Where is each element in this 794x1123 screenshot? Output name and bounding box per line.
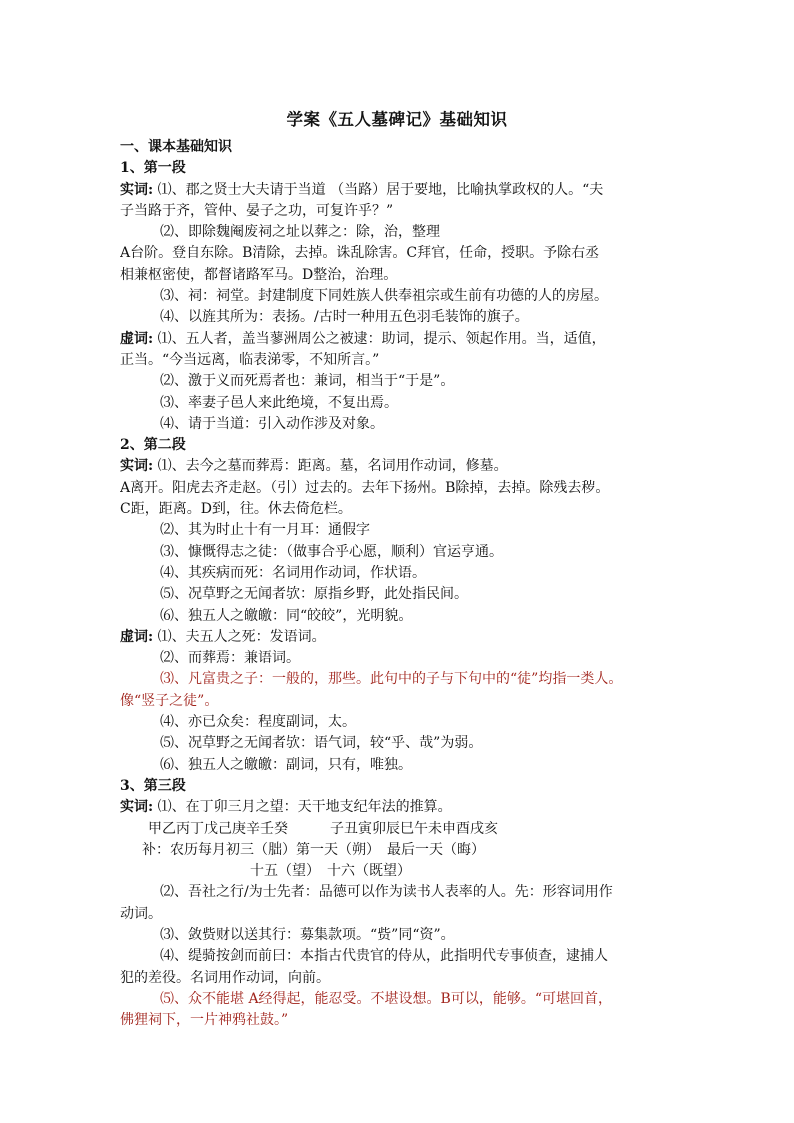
line-text: ⑷、缇骑按剑而前曰：本指古代贵官的侍从，此指明代专事侦查，逮捕人 — [160, 948, 608, 965]
line-text: ⑸、况草野之无闻者欤：原指乡野，此处指民间。 — [160, 586, 468, 603]
text-line — [120, 627, 680, 648]
text-line — [120, 393, 680, 414]
label-xuci: 虚词: — [120, 628, 154, 645]
line-text: ⑹、独五人之皦皦：同“皎皎”，光明貌。 — [160, 607, 413, 624]
line-text: ⑷、亦已众矣：程度副词，太。 — [160, 714, 356, 731]
text-line — [120, 819, 680, 840]
text-line — [120, 456, 680, 477]
text-line — [120, 1010, 680, 1031]
text-line — [120, 691, 680, 712]
text-line — [120, 925, 680, 946]
line-text: ⑴、在丁卯三月之望：天干地支纪年法的推算。 — [153, 799, 452, 816]
label-shici: 实词: — [120, 799, 154, 816]
section-heading — [120, 158, 680, 179]
line-text: ⑶、敛赀财以送其行：募集款项。“赀”同“资”。 — [160, 926, 455, 943]
text-line — [120, 350, 680, 371]
document-title: 学案《五人墓碑记》基础知识 — [286, 110, 508, 129]
line-text: ⑴、郡之贤士大夫请于当道 （当路）居于要地，比喻执掌政权的人。“夫 — [153, 181, 604, 198]
line-text: A离开。阳虎去齐走赵。（引）过去的。去年下扬州。B除掉，去掉。除残去秽。 — [120, 479, 610, 496]
line-text: ⑶、凡富贵之子：一般的，那些。此句中的子与下句中的“徒”均指一类人。 — [160, 671, 623, 688]
text-line — [120, 755, 680, 776]
text-line — [120, 414, 680, 435]
text-line — [120, 371, 680, 392]
line-text: ⑶、祠：祠堂。封建制度下同姓族人供奉祖宗或生前有功德的人的房屋。 — [160, 288, 608, 305]
line-text: 一、课本基础知识 — [120, 139, 232, 155]
text-line — [120, 861, 680, 882]
text-line — [120, 648, 680, 669]
section-heading — [120, 435, 680, 456]
text-line — [120, 520, 680, 541]
text-line — [120, 733, 680, 754]
line-text: ⑵、即除魏阉废祠之址以葬之：除，治，整理 — [160, 224, 440, 241]
text-line — [120, 201, 680, 222]
line-text: 佛狸祠下，一片神鸦社鼓。” — [120, 1012, 289, 1029]
line-text: ⑴、去今之墓而葬焉：距离。墓，名词用作动词，修墓。 — [153, 458, 508, 475]
line-text: 1、第一段 — [120, 160, 186, 177]
section-heading — [120, 776, 680, 797]
text-line — [120, 243, 680, 264]
text-line — [120, 499, 680, 520]
text-line — [120, 478, 680, 499]
text-line — [120, 265, 680, 286]
text-line — [120, 946, 680, 967]
line-text: ⑵、而葬焉：兼语词。 — [160, 650, 300, 667]
text-line — [120, 584, 680, 605]
line-text: 十五（望） 十六（既望） — [250, 863, 411, 880]
line-text: ⑷、其疾病而死：名词用作动词，作状语。 — [160, 564, 426, 581]
text-line — [120, 989, 680, 1010]
line-text: 补：农历每月初三（朏）第一天（朔） 最后一天（晦） — [142, 841, 485, 858]
line-text: ⑶、慷慨得志之徒：（做事合乎心愿，顺利）官运亨通。 — [160, 543, 503, 560]
line-text: 正当。“今当远离，临表涕零，不知所言。” — [120, 351, 380, 368]
text-line — [120, 712, 680, 733]
line-text: ⑵、激于义而死焉者也：兼词，相当于“于是”。 — [160, 373, 455, 390]
text-line — [120, 180, 680, 201]
line-text: ⑴、夫五人之死：发语词。 — [153, 628, 326, 645]
line-text: 动词。 — [120, 905, 162, 922]
line-text: 3、第三段 — [120, 777, 186, 794]
line-text: ⑵、吾社之行/为士先者：品德可以作为读书人表率的人。先：形容词用作 — [160, 884, 613, 901]
text-line — [120, 542, 680, 563]
text-line — [120, 222, 680, 243]
text-line — [120, 563, 680, 584]
line-text: ⑹、独五人之皦皦：副词，只有，唯独。 — [160, 756, 412, 773]
line-text: ⑷、请于当道：引入动作涉及对象。 — [160, 415, 384, 432]
text-line — [120, 882, 680, 903]
text-line — [120, 307, 680, 328]
text-line — [120, 669, 680, 690]
text-line — [120, 904, 680, 925]
line-text: ⑵、其为时止十有一月耳：通假字 — [160, 522, 370, 539]
line-text: 子当路于齐，管仲、晏子之功，可复许乎？” — [120, 202, 394, 219]
line-text: A台阶。登自东除。B清除，去掉。诛乱除害。C拜官，任命，授职。予除右丞 — [120, 245, 600, 262]
text-line — [120, 606, 680, 627]
text-line — [120, 968, 680, 989]
line-text: 相兼枢密使，都督诸路军马。D整治，治理。 — [120, 266, 398, 283]
line-text: ⑸、众不能堪 A经得起，能忍受。不堪设想。B可以，能够。“可堪回首， — [160, 990, 613, 1007]
label-shici: 实词: — [120, 181, 154, 198]
section-heading — [120, 137, 680, 158]
line-text: ⑷、以旌其所为：表扬。/古时一种用五色羽毛装饰的旗子。 — [160, 309, 529, 326]
label-xuci: 虚词: — [120, 330, 154, 347]
line-text: 像“竖子之徒”。 — [120, 692, 219, 709]
line-text: ⑸、况草野之无闻者欤：语气词，较“乎、哉”为弱。 — [160, 735, 483, 752]
line-text: C距，距离。D到，往。休去倚危栏。 — [120, 501, 352, 518]
line-text: 甲乙丙丁戊己庚辛壬癸 子丑寅卯辰巳午未申酉戌亥 — [148, 820, 498, 837]
text-line — [120, 286, 680, 307]
document-body — [120, 137, 680, 1031]
line-text: ⑶、率妻子邑人来此绝境，不复出焉。 — [160, 394, 398, 411]
line-text: 2、第二段 — [120, 437, 186, 454]
line-text: 犯的差役。名词用作动词，向前。 — [120, 969, 330, 986]
line-text: ⑴、五人者，盖当蓼洲周公之被逮：助词，提示、领起作用。当，适值， — [153, 330, 606, 347]
label-shici: 实词: — [120, 458, 154, 475]
text-line — [120, 840, 680, 861]
text-line — [120, 329, 680, 350]
text-line — [120, 797, 680, 818]
